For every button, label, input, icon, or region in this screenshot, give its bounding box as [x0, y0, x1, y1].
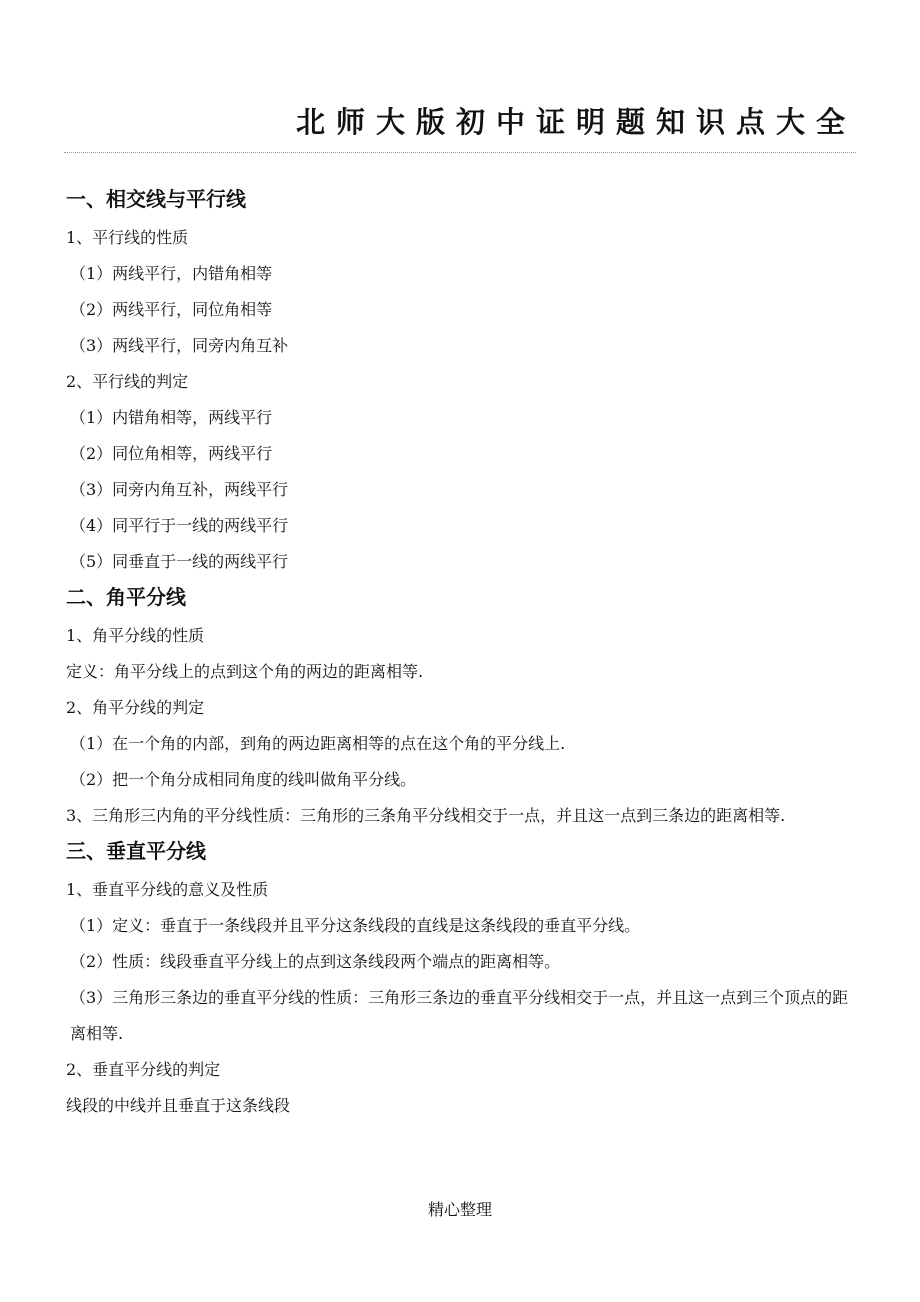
paragraph-text: 线段的中线并且垂直于这条线段	[66, 1096, 291, 1115]
list-item: （4）同平行于一线的两线平行	[70, 516, 289, 535]
subsection-title: 2、垂直平分线的判定	[66, 1060, 221, 1079]
page-footer: 精心整理	[427, 1200, 492, 1219]
section-heading: 三、垂直平分线	[66, 839, 206, 863]
list-item: （5）同垂直于一线的两线平行	[70, 552, 289, 571]
subsection-title: 1、平行线的性质	[66, 228, 189, 247]
list-item: （3）同旁内角互补，两线平行	[70, 480, 289, 499]
list-item: （2）两线平行，同位角相等	[70, 300, 273, 319]
subsection-title: 2、角平分线的判定	[66, 698, 205, 717]
document-title: 北师大版初中证明题知识点大全	[295, 105, 856, 139]
list-item: （1）在一个角的内部，到角的两边距离相等的点在这个角的平分线上.	[70, 734, 566, 753]
subsection-title: 2、平行线的判定	[66, 372, 189, 391]
section-heading: 一、相交线与平行线	[66, 187, 246, 211]
list-item: （2）把一个角分成相同角度的线叫做角平分线。	[70, 770, 417, 789]
definition-text: 定义：角平分线上的点到这个角的两边的距离相等.	[66, 662, 424, 681]
section-heading: 二、角平分线	[66, 585, 186, 609]
section-perpendicular-bisector	[66, 834, 856, 1124]
list-item: （2）性质：线段垂直平分线上的点到这条线段两个端点的距离相等。	[70, 952, 561, 971]
list-item: （3）两线平行，同旁内角互补	[70, 336, 289, 355]
document-body	[66, 182, 856, 1124]
list-item: （3）三角形三条边的垂直平分线的性质：三角形三条边的垂直平分线相交于一点，并且这一点到三个顶点的距离相等.	[70, 988, 849, 1043]
subsection-title: 1、垂直平分线的意义及性质	[66, 880, 269, 899]
paragraph-text: 3、三角形三内角的平分线性质：三角形的三条角平分线相交于一点，并且这一点到三条边的距离相等.	[66, 806, 786, 825]
section-parallel-lines	[66, 182, 856, 580]
section-angle-bisector	[66, 580, 856, 834]
subsection-title: 1、角平分线的性质	[66, 626, 205, 645]
list-item: （1）内错角相等，两线平行	[70, 408, 273, 427]
list-item: （1）定义：垂直于一条线段并且平分这条线段的直线是这条线段的垂直平分线。	[70, 916, 641, 935]
list-item: （1）两线平行，内错角相等	[70, 264, 273, 283]
list-item: （2）同位角相等，两线平行	[70, 444, 273, 463]
title-divider	[64, 152, 856, 153]
